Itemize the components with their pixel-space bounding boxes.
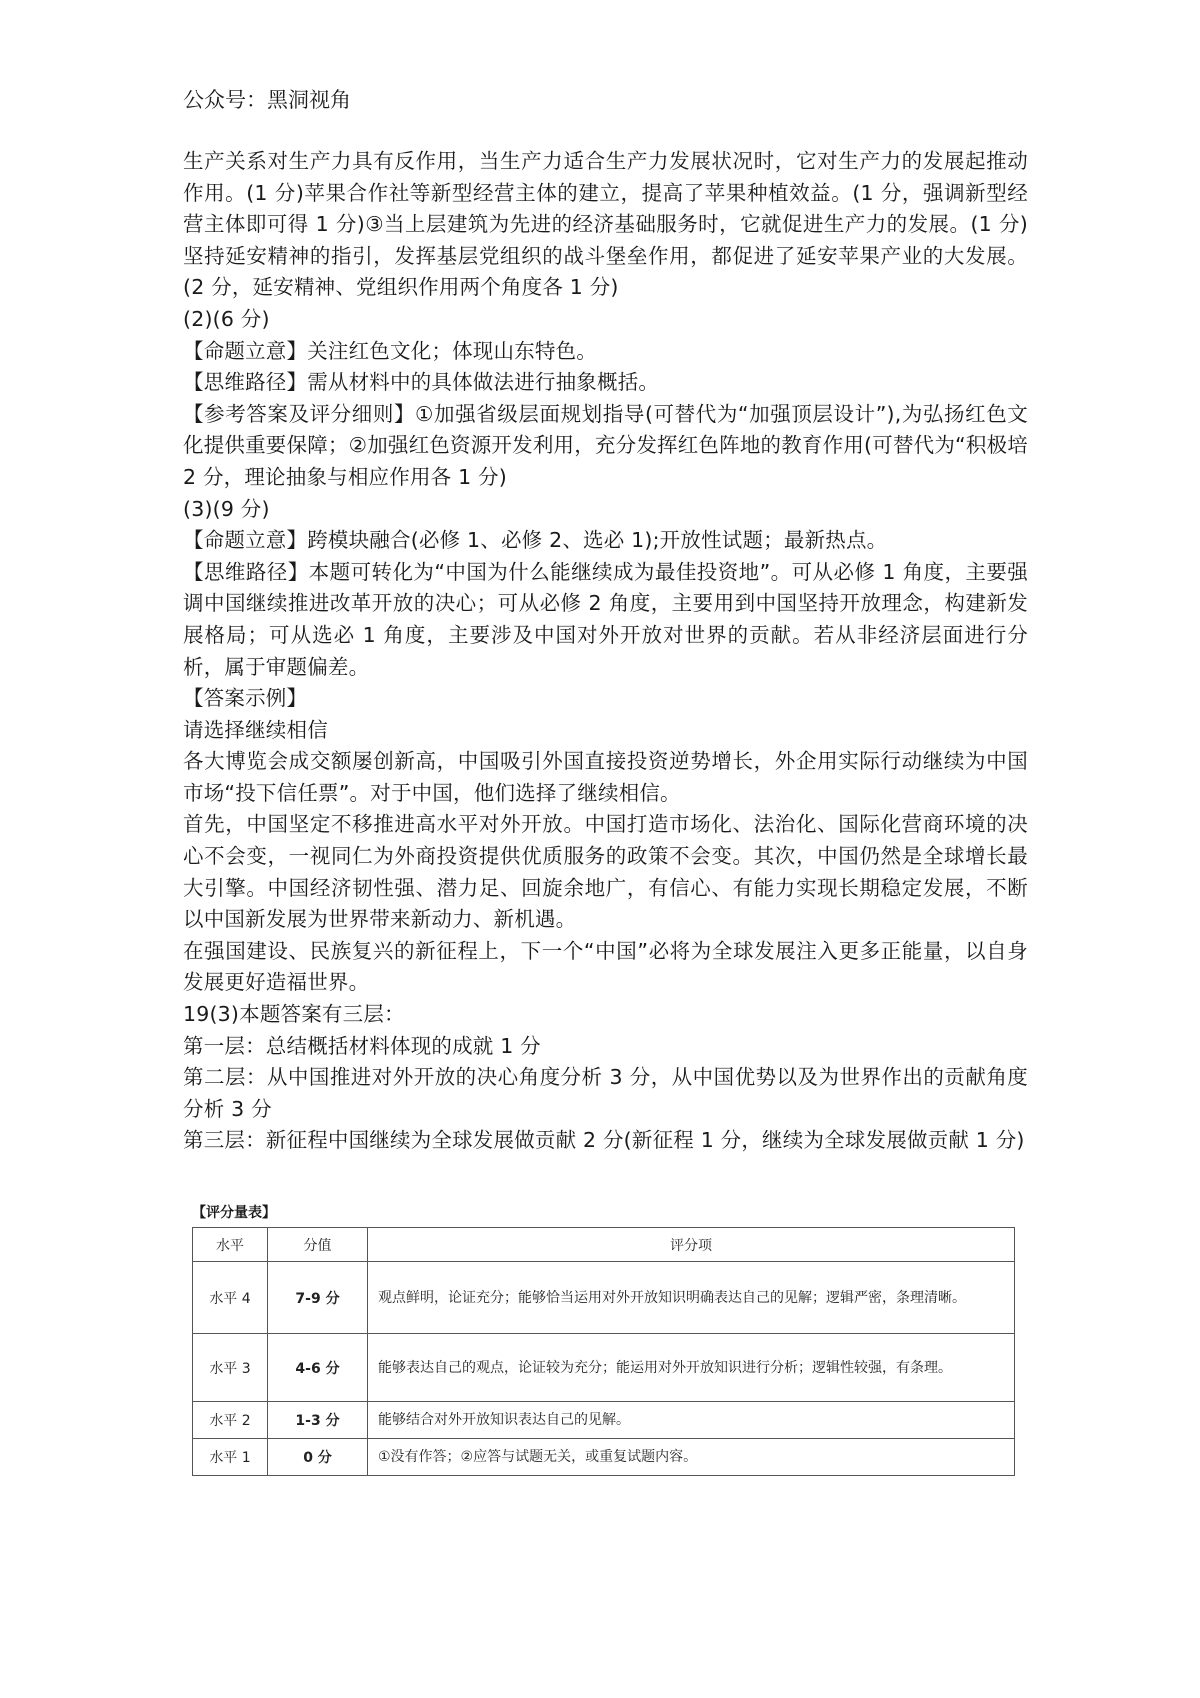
level-cell: 水平 3 <box>193 1334 268 1402</box>
paragraph: 第二层：从中国推进对外开放的决心角度分析 3 分，从中国优势以及为世界作出的贡献角度分析 3 分 <box>183 1065 1028 1121</box>
paragraph: 各大博览会成交额屡创新高，中国吸引外国直接投资逆势增长，外企用实际行动继续为中国市场“投下信任票”。对于中国，他们选择了继续相信。 <box>183 749 1028 805</box>
paragraph: 【命题立意】关注红色文化；体现山东特色。 <box>183 338 597 363</box>
paragraph: 【思维路径】需从材料中的具体做法进行抽象概括。 <box>183 370 660 395</box>
score-cell: 0 分 <box>268 1439 368 1476</box>
paragraph: 生产关系对生产力具有反作用，当生产力适合生产力发展状况时，它对生产力的发展起推动作用。(1 分)苹果合作社等新型经营主体的建立，提高了苹果种植效益。(1 分，强调新型经营主体即可得 1 分)③当上层建筑为先进的经济基础服务时，它就促进生产力的发展。(1 分)坚持延安精神的指引，发挥基层党组织的战斗堡垒作用，都促进了延安苹果产业的大发展。(2 分，延安精神、党组织作用两个角度各 1 分) <box>183 149 1028 300</box>
rubric-header-row <box>193 1228 1015 1262</box>
paragraph: 第一层：总结概括材料体现的成就 1 分 <box>183 1033 541 1058</box>
column-header-level: 水平 <box>193 1228 268 1262</box>
column-header-score: 分值 <box>268 1228 368 1262</box>
answer-body <box>183 146 1028 1157</box>
table-row <box>193 1402 1015 1439</box>
table-row <box>193 1262 1015 1334</box>
paragraph: 【参考答案及评分细则】①加强省级层面规划指导(可替代为“加强顶层设计”),为弘扬红色文化提供重要保障；②加强红色资源开发利用，充分发挥红色阵地的教育作用(可替代为“积极培 2 分，理论抽象与相应作用各 1 分) <box>183 401 1028 489</box>
criteria-cell: 能够表达自己的观点，论证较为充分；能运用对外开放知识进行分析；逻辑性较强，有条理。 <box>368 1334 1015 1402</box>
paragraph: 请选择继续相信 <box>183 717 328 742</box>
table-row <box>193 1334 1015 1402</box>
criteria-cell: 能够结合对外开放知识表达自己的见解。 <box>368 1402 1015 1439</box>
score-cell: 4-6 分 <box>268 1334 368 1402</box>
paragraph: 19(3)本题答案有三层： <box>183 1002 405 1027</box>
level-cell: 水平 1 <box>193 1439 268 1476</box>
paragraph: 第三层：新征程中国继续为全球发展做贡献 2 分(新征程 1 分，继续为全球发展做贡献 1 分) <box>183 1128 1025 1153</box>
table-row <box>193 1439 1015 1476</box>
paragraph: 【思维路径】本题可转化为“中国为什么能继续成为最佳投资地”。可从必修 1 角度，主要强调中国继续推进改革开放的决心；可从必修 2 角度，主要用到中国坚持开放理念，构建新发展格局；可从选必 1 角度，主要涉及中国对外开放对世界的贡献。若从非经济层面进行分析，属于审题偏差。 <box>183 559 1028 679</box>
rubric-title: 【评分量表】 <box>192 1205 276 1221</box>
criteria-cell: 观点鲜明，论证充分；能够恰当运用对外开放知识明确表达自己的见解；逻辑严密，条理清晰。 <box>368 1262 1015 1334</box>
level-cell: 水平 4 <box>193 1262 268 1334</box>
score-cell: 7-9 分 <box>268 1262 368 1334</box>
column-header-criteria: 评分项 <box>368 1228 1015 1262</box>
header-source: 公众号：黑洞视角 <box>183 88 351 112</box>
level-cell: 水平 2 <box>193 1402 268 1439</box>
paragraph: 首先，中国坚定不移推进高水平对外开放。中国打造市场化、法治化、国际化营商环境的决心不会变，一视同仁为外商投资提供优质服务的政策不会变。其次，中国仍然是全球增长最大引擎。中国经济韧性强、潜力足、回旋余地广，有信心、有能力实现长期稳定发展，不断以中国新发展为世界带来新动力、新机遇。 <box>183 812 1028 932</box>
score-cell: 1-3 分 <box>268 1402 368 1439</box>
paragraph: (2)(6 分) <box>183 306 270 331</box>
paragraph: 【命题立意】跨模块融合(必修 1、必修 2、选必 1);开放性试题；最新热点。 <box>183 528 888 553</box>
paragraph: 在强国建设、民族复兴的新征程上，下一个“中国”必将为全球发展注入更多正能量，以自身发展更好造福世界。 <box>183 938 1028 995</box>
paragraph: (3)(9 分) <box>183 496 270 521</box>
rubric-section <box>192 1203 1014 1476</box>
rubric-table <box>192 1227 1015 1476</box>
paragraph: 【答案示例】 <box>183 686 308 711</box>
criteria-cell: ①没有作答；②应答与试题无关，或重复试题内容。 <box>368 1439 1015 1476</box>
